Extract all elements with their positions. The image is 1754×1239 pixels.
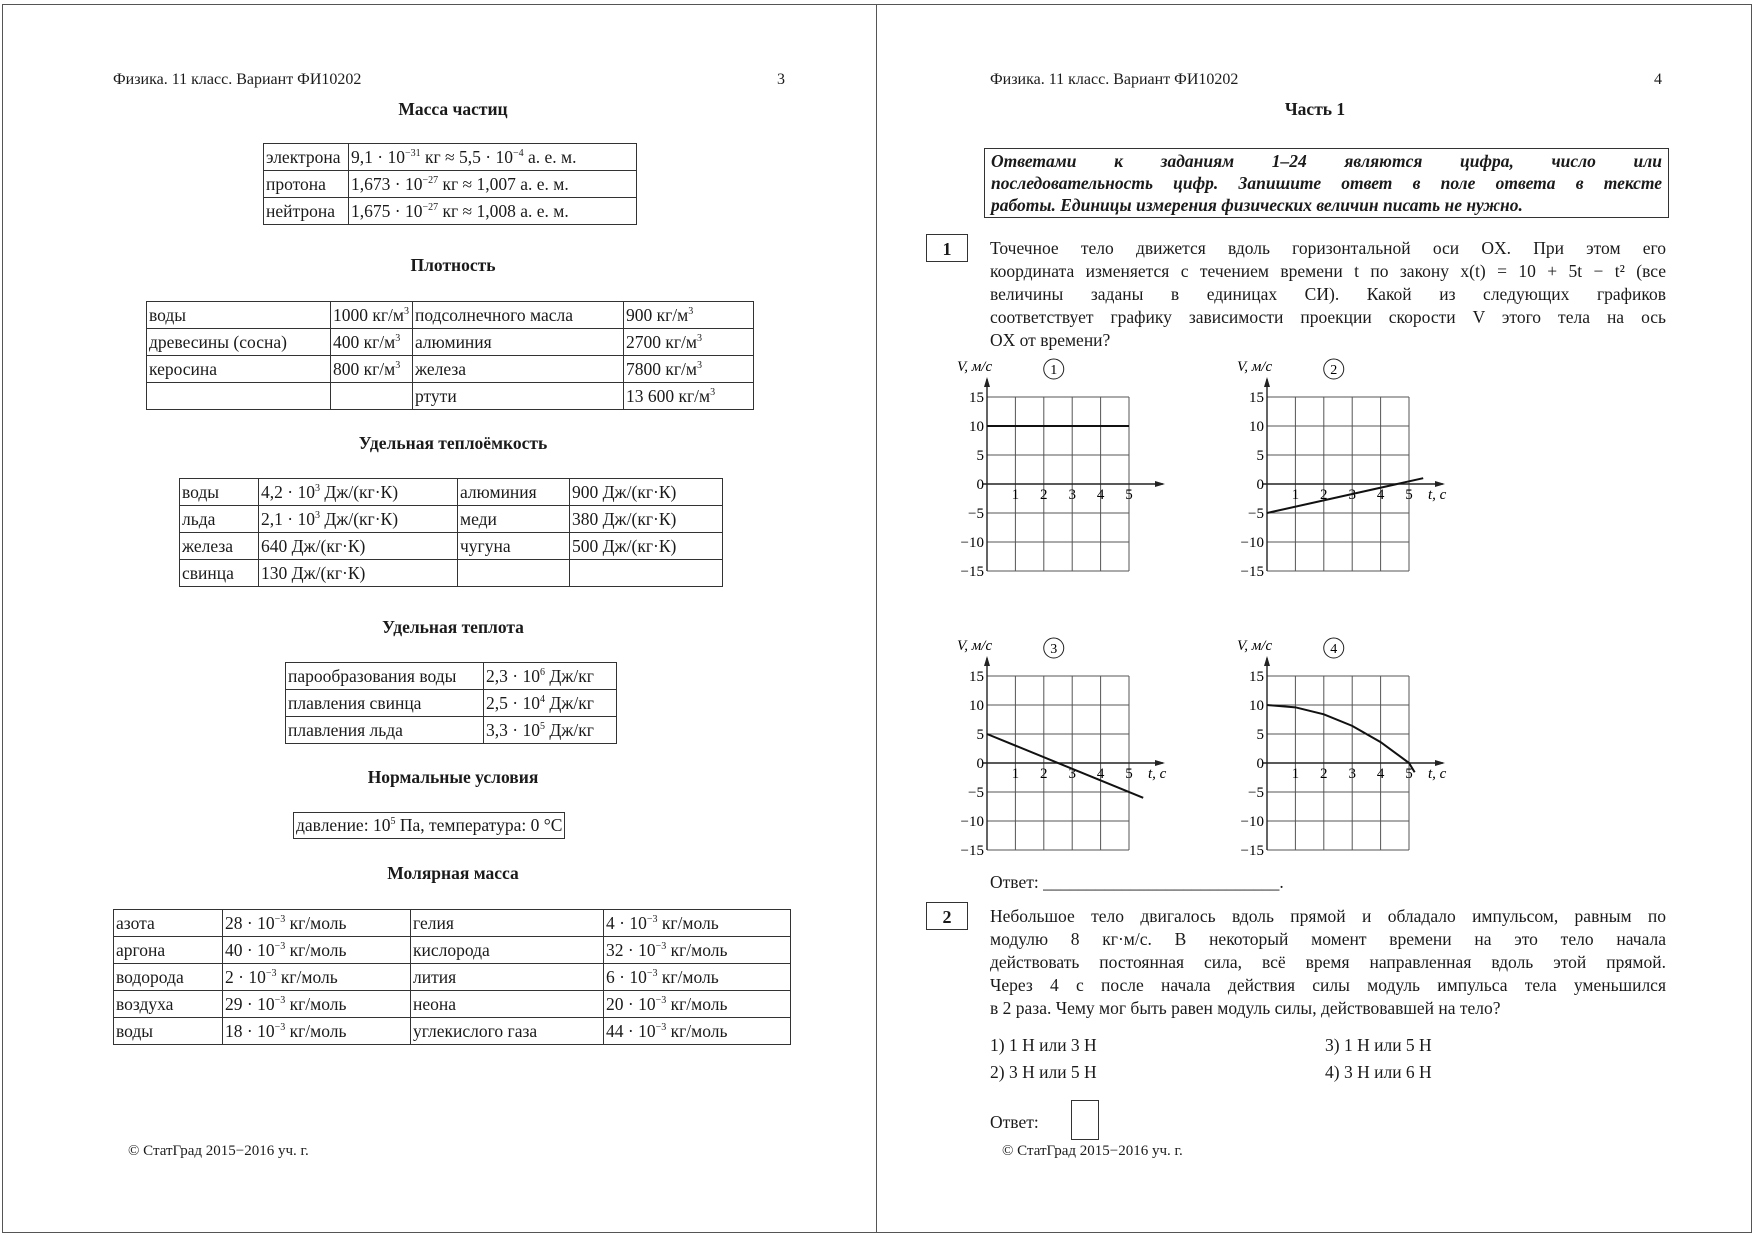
y-tick-label: 5 (1256, 727, 1264, 743)
question-line: Точечное тело движется вдоль горизонтальной оси OX. При этом его (990, 238, 1666, 258)
substance-name: керосина (147, 356, 331, 383)
x-axis-arrow (1155, 481, 1165, 487)
cell-text: 2,3 · 10 (486, 666, 540, 686)
question-line: соответствует графику зависимости проекции скорости V этого тела на ось (990, 307, 1666, 327)
x-tick-label: 3 (1348, 766, 1356, 782)
substance-name (458, 560, 570, 587)
particle-mass (349, 144, 637, 171)
answer-label: Ответ: (990, 872, 1044, 892)
specific-heat-value (484, 717, 617, 744)
cell-text: кг/моль (285, 994, 347, 1014)
molar-table (113, 909, 791, 1045)
cell-text: 2 · 10 (225, 967, 266, 987)
table-row (264, 171, 637, 198)
x-tick-label: 2 (1320, 766, 1328, 782)
y-tick-label: 15 (1249, 669, 1264, 685)
part-title: Часть 1 (1284, 99, 1346, 119)
cell-text: 7800 кг/м (626, 359, 697, 379)
question-line: координата изменяется с течением времени t по закону x(t) = 10 + 5t − t² (все (990, 261, 1666, 281)
heat-capacity-value (259, 533, 458, 560)
x-tick-label: 4 (1096, 487, 1105, 503)
exponent: 5 (539, 721, 545, 732)
x-tick-label: 4 (1376, 487, 1385, 503)
exponent: −3 (646, 914, 658, 925)
substance-name: свинца (180, 560, 259, 587)
y-tick-label: 0 (976, 477, 984, 493)
cell-text: 20 · 10 (606, 994, 656, 1014)
particle-name: нейтрона (264, 198, 349, 225)
cell-text: 44 · 10 (606, 1021, 656, 1041)
x-tick-label: 2 (1040, 487, 1048, 503)
x-axis-label: t, с (1428, 487, 1447, 503)
density-value (624, 302, 754, 329)
question-2-answer-label: Ответ: (990, 1112, 1039, 1132)
x-tick-label: 5 (1405, 766, 1413, 782)
table-row (264, 144, 637, 171)
substance-name: железа (180, 533, 259, 560)
normal-conditions-box (293, 812, 565, 839)
cell-text: кг ≈ 1,008 а. е. м. (438, 201, 569, 221)
molar-mass-value (604, 991, 791, 1018)
y-tick-label: −5 (1248, 506, 1264, 522)
y-axis-label: V, м/с (957, 638, 993, 654)
x-axis-label: t, с (1428, 766, 1447, 782)
heat-capacity-value: 500 Дж/(кг·К) (570, 533, 723, 560)
process-name: парообразования воды (286, 663, 484, 690)
table-row (180, 479, 723, 506)
cell-text: кг/моль (276, 967, 338, 987)
cell-text: кг ≈ 1,007 а. е. м. (438, 174, 569, 194)
table-row (147, 356, 754, 383)
question-1-answer (990, 871, 1284, 894)
exponent: 6 (539, 667, 545, 678)
molar-mass-value (223, 910, 411, 937)
cell-text: 2,1 · 10 (261, 509, 315, 529)
exponent: −3 (274, 941, 286, 952)
process-name: плавления свинца (286, 690, 484, 717)
exponent: 3 (697, 333, 702, 344)
table-row (114, 937, 791, 964)
cell-text: 130 Дж/(кг·К) (261, 563, 366, 583)
y-tick-label: −5 (968, 506, 984, 522)
cell-text: 29 · 10 (225, 994, 275, 1014)
temperature-text: Па, температура: 0 °C (395, 815, 563, 835)
option-4[interactable]: 4) 3 Н или 6 Н (1325, 1062, 1432, 1082)
y-tick-label: −15 (1240, 564, 1264, 580)
y-tick-label: 5 (976, 448, 984, 464)
heat-capacity-value: 900 Дж/(кг·К) (570, 479, 723, 506)
section-title-specific-heat: Удельная теплота (382, 617, 524, 637)
y-tick-label: 5 (1256, 448, 1264, 464)
question-line: Небольшое тело двигалось вдоль прямой и обладало импульсом, равным по (990, 906, 1666, 926)
answer-input-box[interactable] (1071, 1100, 1099, 1140)
cell-text: кг/моль (666, 940, 728, 960)
x-tick-label: 1 (1011, 487, 1020, 503)
specific-heat-value (484, 690, 617, 717)
x-tick-label: 2 (1040, 766, 1048, 782)
substance-name: воды (147, 302, 331, 329)
density-value (331, 329, 413, 356)
x-tick-label: 3 (1068, 766, 1076, 782)
substance-name: подсолнечного масла (413, 302, 624, 329)
answer-blank[interactable]: ___________________________. (1043, 872, 1284, 892)
cell-text: 1000 кг/м (333, 305, 404, 325)
y-tick-label: 10 (969, 698, 984, 714)
table-row (147, 302, 754, 329)
cell-text: 13 600 кг/м (626, 386, 711, 406)
question-number-box: 2 (926, 902, 968, 930)
instructions-line: последовательность цифр. Запишите ответ в поле ответа в тексте (991, 173, 1662, 193)
x-tick-label: 2 (1320, 487, 1328, 503)
exponent: −3 (274, 914, 286, 925)
substance-name: воды (114, 1018, 223, 1045)
question-line: действовать постоянная сила, всё время направленная вдоль этой прямой. (990, 952, 1666, 972)
y-tick-label: 15 (969, 669, 984, 685)
y-axis-arrow (1264, 656, 1270, 666)
molar-mass-value (223, 964, 411, 991)
exponent: 3 (688, 306, 694, 317)
table-row (147, 383, 754, 410)
table-row (180, 560, 723, 587)
cell-text: Дж/кг (544, 720, 594, 740)
instructions-line: работы. Единицы измерения физических величин писать не нужно. (991, 195, 1523, 215)
substance-name: меди (458, 506, 570, 533)
exponent: 4 (539, 694, 545, 705)
exponent: −27 (422, 175, 439, 186)
cell-text: кг/моль (666, 1021, 728, 1041)
table-row (180, 533, 723, 560)
y-tick-label: −15 (960, 843, 984, 859)
cell-text: 40 · 10 (225, 940, 275, 960)
cell-text: Дж/(кг·К) (319, 509, 399, 529)
x-tick-label: 3 (1348, 487, 1356, 503)
substance-name: водорода (114, 964, 223, 991)
cell-text: 9,1 · 10 (351, 147, 405, 167)
page-number: 3 (777, 71, 785, 88)
substance-name: лития (411, 964, 604, 991)
cell-text: 1,675 · 10 (351, 201, 423, 221)
exponent: −3 (274, 1022, 286, 1033)
option-2[interactable]: 2) 3 Н или 5 Н (990, 1062, 1097, 1082)
density-value (624, 356, 754, 383)
cell-text: 6 · 10 (606, 967, 647, 987)
y-axis-arrow (984, 656, 990, 666)
heat-capacity-table (179, 478, 723, 587)
cell-text: кг/моль (657, 913, 719, 933)
graph-number: 4 (1330, 642, 1338, 657)
y-tick-label: 10 (1249, 419, 1264, 435)
section-title-mass: Масса частиц (398, 99, 508, 119)
y-tick-label: 0 (976, 756, 984, 772)
y-tick-label: −10 (1240, 535, 1264, 551)
substance-name: воздуха (114, 991, 223, 1018)
instructions-line: Ответами к заданиям 1–24 являются цифра, число или (991, 151, 1662, 171)
cell-text: 32 · 10 (606, 940, 656, 960)
cell-text: 900 кг/м (626, 305, 689, 325)
table-row (286, 690, 617, 717)
x-tick-label: 3 (1068, 487, 1076, 503)
exponent: 3 (395, 333, 401, 344)
question-line: модулю 8 кг·м/с. В некоторый момент времени на это тело начала (990, 929, 1666, 949)
particle-mass (349, 198, 637, 225)
substance-name: алюминия (458, 479, 570, 506)
right-page (876, 4, 1752, 1233)
page-number: 4 (1654, 71, 1662, 88)
substance-name (147, 383, 331, 410)
cell-text: 4,2 · 10 (261, 482, 315, 502)
y-tick-label: −15 (1240, 843, 1264, 859)
copyright: © СтатГрад 2015−2016 уч. г. (128, 1143, 309, 1159)
cell-text: кг/моль (657, 967, 719, 987)
question-line: в 2 раза. Чему мог быть равен модуль силы, действовавшей на тело? (990, 998, 1501, 1018)
substance-name: кислорода (411, 937, 604, 964)
table-row (114, 991, 791, 1018)
exponent: −3 (655, 1022, 667, 1033)
cell-text: кг/моль (666, 994, 728, 1014)
cell-text: кг ≈ 5,5 · 10 (420, 147, 513, 167)
substance-name: чугуна (458, 533, 570, 560)
y-tick-label: −10 (1240, 814, 1264, 830)
x-tick-label: 5 (1125, 487, 1133, 503)
substance-name: льда (180, 506, 259, 533)
density-value (331, 383, 413, 410)
section-title-heat-capacity: Удельная теплоёмкость (358, 433, 548, 453)
y-axis-label: V, м/с (1237, 638, 1273, 654)
table-row (147, 329, 754, 356)
particle-name: электрона (264, 144, 349, 171)
molar-mass-value (604, 964, 791, 991)
cell-text: 2,5 · 10 (486, 693, 540, 713)
heat-capacity-value (259, 560, 458, 587)
y-tick-label: −10 (960, 535, 984, 551)
exponent: −3 (655, 995, 667, 1006)
question-2-text (990, 905, 1666, 1020)
question-line: величины заданы в единицах СИ). Какой из следующих графиков (990, 284, 1666, 304)
x-tick-label: 1 (1011, 766, 1020, 782)
substance-name: железа (413, 356, 624, 383)
substance-name: воды (180, 479, 259, 506)
density-value (624, 329, 754, 356)
cell-text: 1,673 · 10 (351, 174, 423, 194)
cell-text: 18 · 10 (225, 1021, 275, 1041)
table-row (286, 663, 617, 690)
cell-text: 400 кг/м (333, 332, 396, 352)
y-tick-label: −10 (960, 814, 984, 830)
copyright: © СтатГрад 2015−2016 уч. г. (1002, 1143, 1183, 1159)
substance-name: аргона (114, 937, 223, 964)
density-value (331, 302, 413, 329)
substance-name: ртути (413, 383, 624, 410)
density-value (331, 356, 413, 383)
particle-mass (349, 171, 637, 198)
question-number-box: 1 (926, 234, 968, 262)
exponent: −3 (655, 941, 667, 952)
substance-name: алюминия (413, 329, 624, 356)
cell-text: Дж/кг (544, 666, 594, 686)
y-axis-arrow (1264, 377, 1270, 387)
molar-mass-value (223, 991, 411, 1018)
x-tick-label: 4 (1096, 766, 1105, 782)
page-header: Физика. 11 класс. Вариант ФИ10202 (990, 71, 1239, 88)
cell-text: 2700 кг/м (626, 332, 697, 352)
exponent: −4 (512, 148, 524, 159)
molar-mass-value (604, 910, 791, 937)
question-line: OX от времени? (990, 330, 1111, 350)
y-axis-label: V, м/с (957, 359, 993, 375)
exponent: −3 (274, 995, 286, 1006)
cell-text: 640 Дж/(кг·К) (261, 536, 366, 556)
x-tick-label: 1 (1291, 487, 1300, 503)
exponent: 3 (314, 483, 320, 494)
cell-text: кг/моль (285, 940, 347, 960)
pressure-exponent: 5 (390, 816, 396, 827)
x-axis-label: t, с (1148, 766, 1167, 782)
y-tick-label: 0 (1256, 477, 1264, 493)
option-3[interactable]: 3) 1 Н или 5 Н (1325, 1035, 1432, 1055)
pressure-text: давление: 10 (296, 815, 391, 835)
graph-number: 2 (1330, 363, 1338, 378)
density-table (146, 301, 754, 410)
cell-text: а. е. м. (523, 147, 577, 167)
cell-text: 28 · 10 (225, 913, 275, 933)
x-tick-label: 5 (1405, 487, 1413, 503)
specific-heat-value (484, 663, 617, 690)
y-tick-label: 0 (1256, 756, 1264, 772)
velocity-line (987, 734, 1143, 798)
cell-text: кг/моль (285, 913, 347, 933)
substance-name: углекислого газа (411, 1018, 604, 1045)
cell-text: 800 кг/м (333, 359, 396, 379)
heat-capacity-value (570, 560, 723, 587)
molar-mass-value (604, 937, 791, 964)
cell-text: кг/моль (285, 1021, 347, 1041)
page-header: Физика. 11 класс. Вариант ФИ10202 (113, 71, 362, 88)
y-tick-label: 15 (1249, 390, 1264, 406)
cell-text: Дж/(кг·К) (319, 482, 399, 502)
table-row (114, 910, 791, 937)
table-row (114, 1018, 791, 1045)
exponent: −31 (404, 148, 421, 159)
process-name: плавления льда (286, 717, 484, 744)
substance-name: древесины (сосна) (147, 329, 331, 356)
y-tick-label: 15 (969, 390, 984, 406)
y-axis-arrow (984, 377, 990, 387)
x-tick-label: 5 (1125, 766, 1133, 782)
y-tick-label: 5 (976, 727, 984, 743)
molar-mass-value (223, 1018, 411, 1045)
particle-name: протона (264, 171, 349, 198)
y-axis-label: V, м/с (1237, 359, 1273, 375)
mass-table (263, 143, 637, 225)
exponent: 3 (395, 360, 401, 371)
y-tick-label: −5 (968, 785, 984, 801)
exponent: 3 (697, 360, 702, 371)
velocity-line (1267, 705, 1415, 772)
molar-mass-value (604, 1018, 791, 1045)
exponent: 3 (710, 387, 716, 398)
cell-text: 3,3 · 10 (486, 720, 540, 740)
option-1[interactable]: 1) 1 Н или 3 Н (990, 1035, 1097, 1055)
question-line: Через 4 с после начала действия силы модуль импульса тела уменьшился (990, 975, 1666, 995)
exponent: −3 (265, 968, 277, 979)
exponent: −27 (422, 202, 439, 213)
table-row (180, 506, 723, 533)
table-row (264, 198, 637, 225)
left-page (2, 4, 877, 1233)
substance-name: азота (114, 910, 223, 937)
exponent: −3 (646, 968, 658, 979)
section-title-molar: Молярная масса (387, 863, 519, 883)
table-row (286, 717, 617, 744)
section-title-normal: Нормальные условия (367, 767, 539, 787)
heat-capacity-value: 380 Дж/(кг·К) (570, 506, 723, 533)
specific-heat-table (285, 662, 617, 744)
x-tick-label: 1 (1291, 766, 1300, 782)
substance-name: неона (411, 991, 604, 1018)
heat-capacity-value (259, 506, 458, 533)
molar-mass-value (223, 937, 411, 964)
x-tick-label: 4 (1376, 766, 1385, 782)
substance-name: гелия (411, 910, 604, 937)
cell-text: Дж/кг (544, 693, 594, 713)
y-tick-label: −5 (1248, 785, 1264, 801)
y-tick-label: 10 (1249, 698, 1264, 714)
table-row (114, 964, 791, 991)
y-tick-label: −15 (960, 564, 984, 580)
heat-capacity-value (259, 479, 458, 506)
y-tick-label: 10 (969, 419, 984, 435)
section-title-density: Плотность (410, 255, 496, 275)
density-value (624, 383, 754, 410)
cell-text: 4 · 10 (606, 913, 647, 933)
exponent: 3 (404, 306, 409, 317)
graph-number: 1 (1050, 363, 1058, 378)
graph-number: 3 (1050, 642, 1058, 657)
exponent: 3 (314, 510, 320, 521)
